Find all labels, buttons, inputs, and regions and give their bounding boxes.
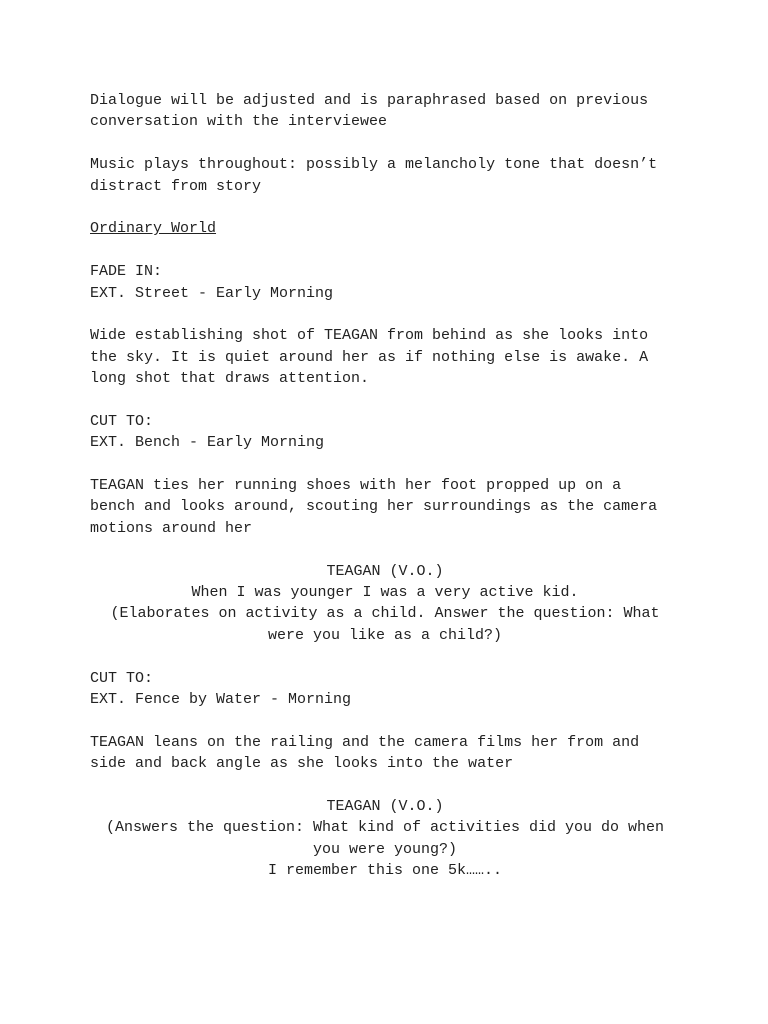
scene-transition: FADE IN: — [90, 263, 163, 281]
scene-heading: EXT. Street - Early Morning — [90, 284, 334, 302]
action-line: Wide establishing shot of TEAGAN from behind as she looks into — [90, 327, 649, 345]
character-name: TEAGAN (V.O.) — [326, 562, 444, 580]
scene-transition: CUT TO: — [90, 669, 154, 687]
scene-2 — [90, 411, 680, 646]
text-line: Music plays throughout: possibly a melancholy tone that doesn’t — [90, 156, 658, 174]
text-line: conversation with the interviewee — [90, 113, 388, 131]
dialogue-line: I remember this one 5k…….. — [267, 862, 503, 880]
intro-note-music — [90, 154, 680, 197]
scene-1 — [90, 261, 680, 389]
parenthetical-line: were you like as a child?) — [267, 626, 503, 644]
action-line: TEAGAN leans on the railing and the camera films her from and — [90, 733, 640, 751]
character-name: TEAGAN (V.O.) — [326, 797, 444, 815]
action-line: side and back angle as she looks into the water — [90, 755, 514, 773]
scene-transition: CUT TO: — [90, 412, 154, 430]
parenthetical-line: you were young?) — [312, 840, 458, 858]
action-line: TEAGAN ties her running shoes with her foot propped up on a — [90, 477, 622, 495]
text-line: Dialogue will be adjusted and is paraphrased based on previous — [90, 92, 649, 109]
scene-3 — [90, 668, 680, 882]
scene-heading: EXT. Bench - Early Morning — [90, 434, 325, 452]
section-heading-text: Ordinary World — [90, 220, 217, 238]
action-line: motions around her — [90, 519, 253, 537]
screenplay-page — [90, 90, 680, 881]
action-line: bench and looks around, scouting her surroundings as the camera — [90, 498, 658, 516]
action-line: long shot that draws attention. — [90, 370, 370, 388]
parenthetical-line: (Answers the question: What kind of activities did you do when — [105, 819, 665, 837]
section-heading — [90, 218, 680, 239]
parenthetical-line: (Elaborates on activity as a child. Answer the question: What — [110, 605, 660, 623]
dialogue-line: When I was younger I was a very active kid. — [191, 583, 579, 601]
text-line: distract from story — [90, 177, 262, 195]
intro-note-dialogue — [90, 90, 680, 133]
scene-heading: EXT. Fence by Water - Morning — [90, 690, 352, 708]
action-line: the sky. It is quiet around her as if nothing else is awake. A — [90, 348, 649, 366]
